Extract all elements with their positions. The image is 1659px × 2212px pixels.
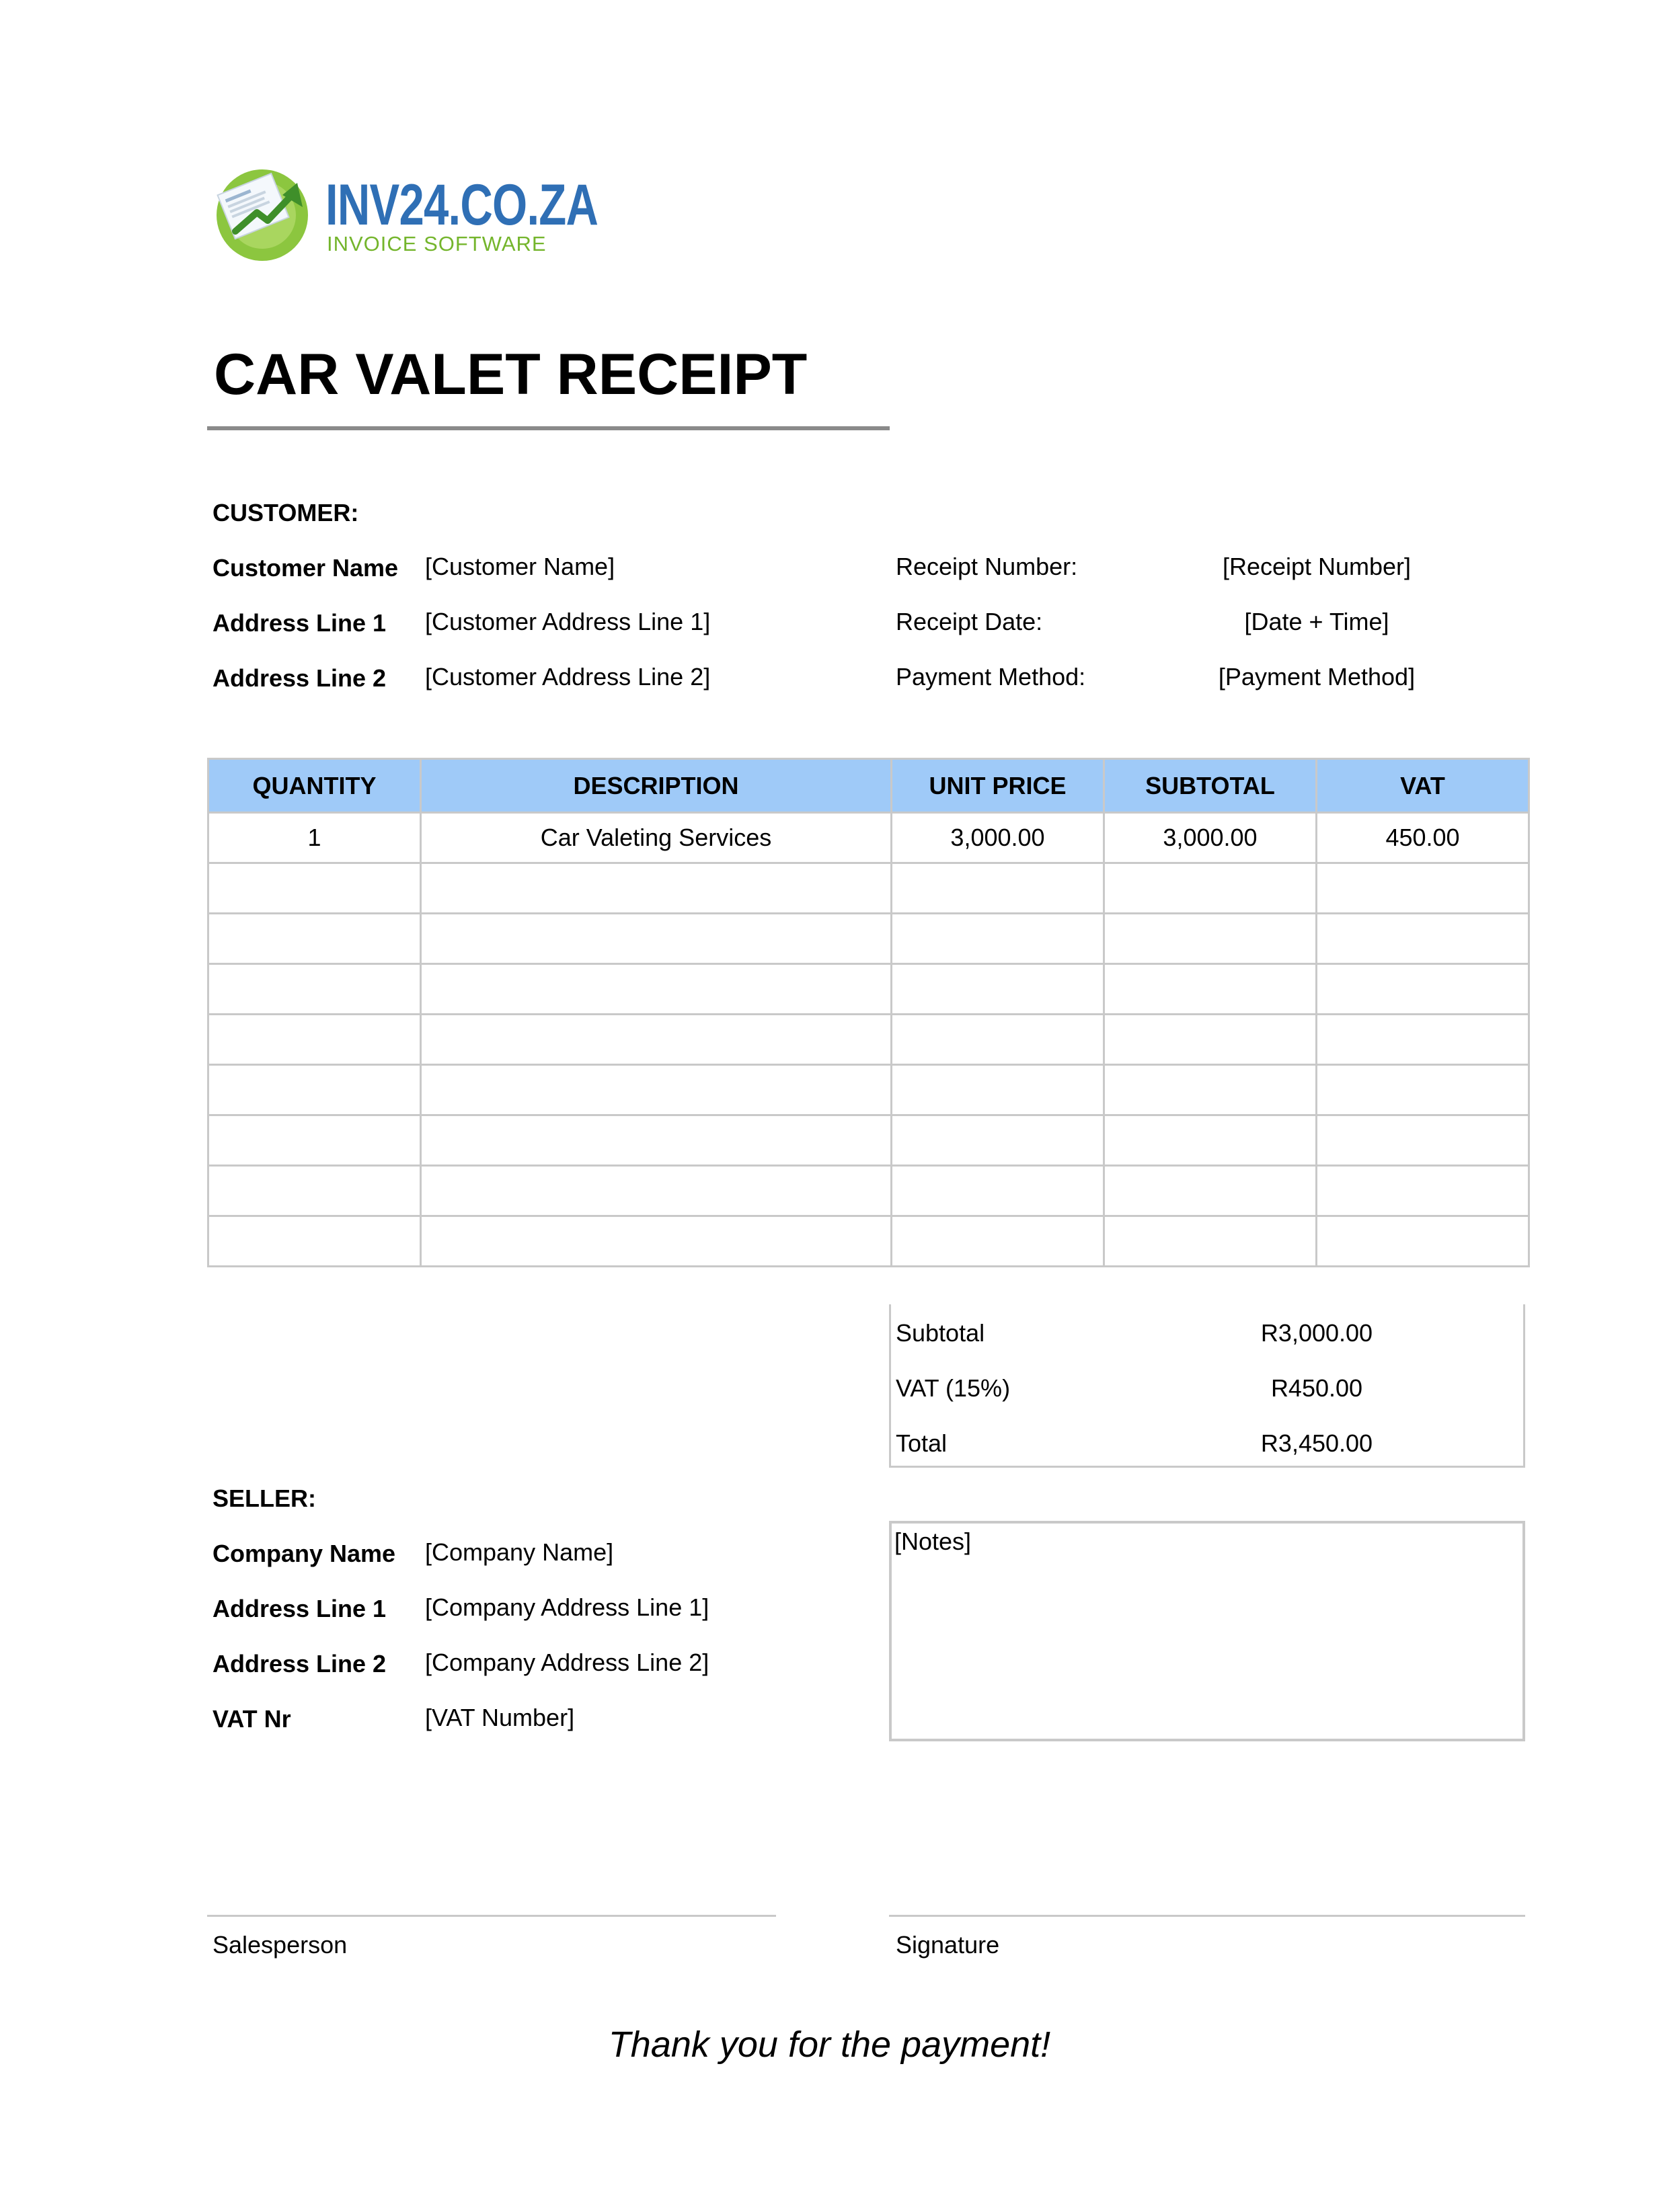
table-row [208, 1166, 1529, 1216]
title-divider [207, 426, 890, 430]
table-row [208, 863, 1529, 914]
cell-vat [1317, 1065, 1529, 1115]
cell-quantity [208, 1115, 421, 1166]
subtotal-value: R3,000.00 [1260, 1319, 1373, 1347]
company-name-value: [Company Name] [425, 1538, 614, 1566]
table-row [208, 914, 1529, 964]
cell-subtotal [1104, 1015, 1317, 1065]
cell-unit-price [892, 1015, 1104, 1065]
customer-heading: CUSTOMER: [213, 499, 359, 526]
table-row [208, 1015, 1529, 1065]
cell-quantity [208, 863, 421, 914]
customer-address1-label: Address Line 1 [213, 609, 387, 637]
total-label: Total [896, 1429, 948, 1457]
payment-method-label: Payment Method: [896, 663, 1086, 690]
notes-text: [Notes] [894, 1528, 972, 1555]
cell-unit-price: 3,000.00 [892, 813, 1104, 863]
company-address1-value: [Company Address Line 1] [425, 1593, 709, 1621]
cell-quantity [208, 964, 421, 1015]
logo-icon [208, 156, 316, 264]
receipt-number-value: [Receipt Number] [1222, 553, 1412, 580]
cell-vat [1317, 1115, 1529, 1166]
notes-box[interactable] [889, 1521, 1525, 1741]
seller-heading: SELLER: [213, 1485, 317, 1512]
table-row [208, 1216, 1529, 1267]
cell-vat [1317, 1166, 1529, 1216]
receipt-number-label: Receipt Number: [896, 553, 1078, 580]
table-row [208, 1115, 1529, 1166]
cell-subtotal [1104, 863, 1317, 914]
customer-address2-label: Address Line 2 [213, 664, 387, 692]
cell-vat [1317, 964, 1529, 1015]
company-address2-label: Address Line 2 [213, 1650, 387, 1677]
customer-address1-value: [Customer Address Line 1] [425, 608, 711, 635]
vat-label: VAT (15%) [896, 1374, 1011, 1402]
signature-label: Signature [896, 1931, 1000, 1959]
table-row [208, 964, 1529, 1015]
signature-line [889, 1915, 1525, 1917]
table-row [208, 1065, 1529, 1115]
thank-you-message: Thank you for the payment! [608, 2024, 1051, 2065]
cell-subtotal [1104, 1065, 1317, 1115]
items-table [207, 758, 1530, 1267]
cell-unit-price [892, 1115, 1104, 1166]
cell-unit-price [892, 964, 1104, 1015]
cell-vat [1317, 1216, 1529, 1267]
customer-name-label: Customer Name [213, 554, 399, 582]
cell-quantity [208, 1166, 421, 1216]
vat-number-value: [VAT Number] [425, 1704, 575, 1731]
cell-vat [1317, 863, 1529, 914]
payment-method-value: [Payment Method] [1218, 663, 1416, 690]
logo-title: INV24.CO.ZA [325, 173, 599, 237]
cell-quantity [208, 1015, 421, 1065]
cell-description: Car Valeting Services [421, 813, 892, 863]
cell-subtotal [1104, 914, 1317, 964]
vat-value: R450.00 [1270, 1374, 1363, 1402]
cell-quantity [208, 914, 421, 964]
column-header-description: DESCRIPTION [421, 759, 892, 813]
cell-unit-price [892, 1166, 1104, 1216]
cell-unit-price [892, 914, 1104, 964]
page-title: CAR VALET RECEIPT [214, 342, 808, 407]
cell-quantity [208, 1216, 421, 1267]
column-header-quantity: QUANTITY [208, 759, 421, 813]
cell-description [421, 914, 892, 964]
cell-description [421, 964, 892, 1015]
vat-number-label: VAT Nr [213, 1705, 291, 1733]
cell-vat [1317, 914, 1529, 964]
cell-subtotal [1104, 1216, 1317, 1267]
column-header-subtotal: SUBTOTAL [1104, 759, 1317, 813]
salesperson-line [207, 1915, 776, 1917]
column-header-vat: VAT [1317, 759, 1529, 813]
receipt-date-label: Receipt Date: [896, 608, 1043, 635]
cell-description [421, 1216, 892, 1267]
cell-description [421, 1015, 892, 1065]
company-address1-label: Address Line 1 [213, 1595, 387, 1622]
customer-address2-value: [Customer Address Line 2] [425, 663, 711, 690]
cell-description [421, 1065, 892, 1115]
logo-subtitle: INVOICE SOFTWARE [327, 232, 547, 255]
cell-quantity: 1 [208, 813, 421, 863]
column-header-unit-price: UNIT PRICE [892, 759, 1104, 813]
table-row [208, 813, 1529, 863]
cell-description [421, 1115, 892, 1166]
cell-unit-price [892, 863, 1104, 914]
cell-quantity [208, 1065, 421, 1115]
cell-description [421, 863, 892, 914]
total-value: R3,450.00 [1260, 1429, 1373, 1457]
cell-subtotal [1104, 1166, 1317, 1216]
cell-vat [1317, 1015, 1529, 1065]
cell-unit-price [892, 1216, 1104, 1267]
company-name-label: Company Name [213, 1540, 396, 1567]
table-header-row [208, 759, 1529, 813]
cell-vat: 450.00 [1317, 813, 1529, 863]
salesperson-label: Salesperson [213, 1931, 348, 1959]
cell-subtotal [1104, 1115, 1317, 1166]
customer-name-value: [Customer Name] [425, 553, 615, 580]
cell-subtotal [1104, 964, 1317, 1015]
cell-subtotal: 3,000.00 [1104, 813, 1317, 863]
company-address2-value: [Company Address Line 2] [425, 1649, 709, 1676]
receipt-date-value: [Date + Time] [1244, 608, 1389, 635]
cell-unit-price [892, 1065, 1104, 1115]
subtotal-label: Subtotal [896, 1319, 985, 1347]
cell-description [421, 1166, 892, 1216]
